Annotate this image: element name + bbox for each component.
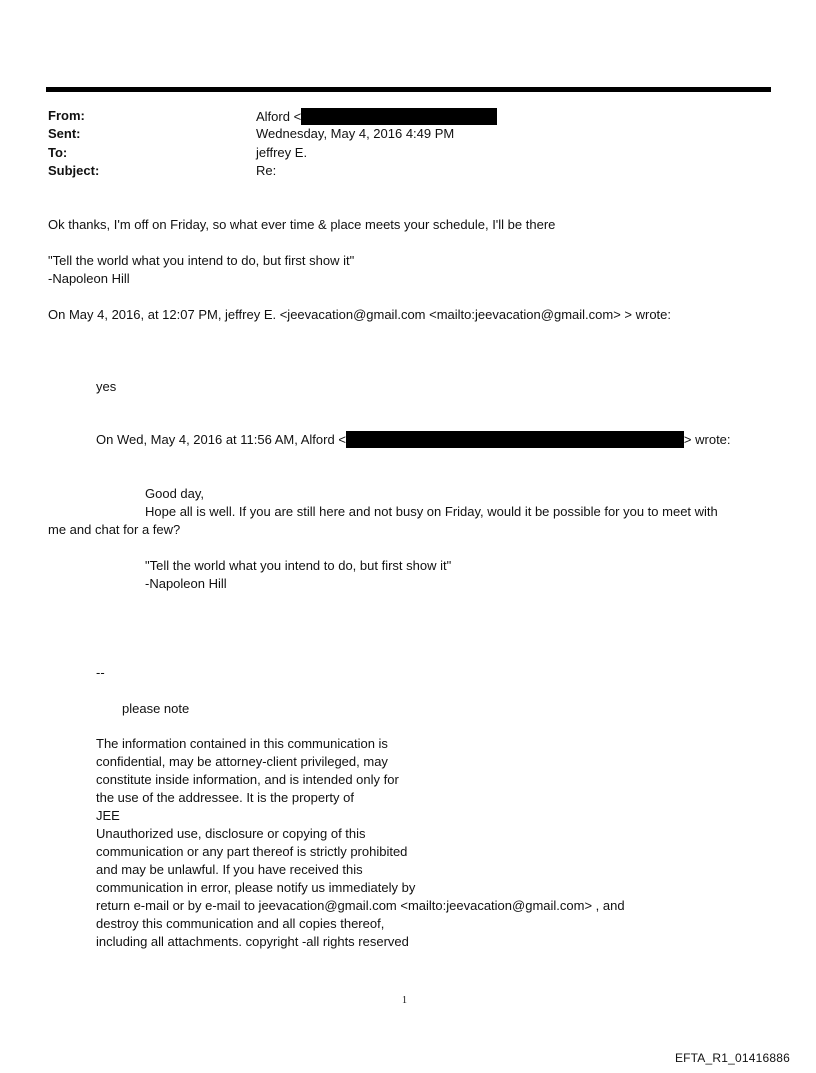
disclaimer-line: confidential, may be attorney-client privileged, may [96, 754, 388, 769]
quote: "Tell the world what you intend to do, but first show it" [145, 558, 452, 573]
body-line: Hope all is well. If you are still here and not busy on Friday, would it be possible for you to meet with [145, 504, 718, 519]
disclaimer-line: and may be unlawful. If you have received this [96, 862, 363, 877]
sent-value: Wednesday, May 4, 2016 4:49 PM [256, 126, 455, 141]
subject-value: Re: [256, 163, 277, 178]
disclaimer-line: return e-mail or by e-mail to jeevacation@gmail.com <mailto:jeevacation@gmail.com> , and [96, 898, 625, 913]
disclaimer [96, 735, 625, 951]
message-line: Ok thanks, I'm off on Friday, so what ever time & place meets your schedule, I'll be there [48, 217, 556, 232]
from-label: From: [48, 108, 85, 123]
from-name: Alford < [256, 109, 302, 124]
disclaimer-line: Unauthorized use, disclosure or copying of this [96, 826, 366, 841]
body-line-wrap: me and chat for a few? [48, 522, 181, 537]
to-value: jeffrey E. [256, 145, 308, 160]
disclaimer-line: The information contained in this communication is [96, 736, 388, 751]
message-quote-author: -Napoleon Hill [48, 271, 130, 286]
to-label: To: [48, 145, 68, 160]
page-number: 1 [402, 995, 407, 1006]
message-quote: "Tell the world what you intend to do, but first show it" [48, 253, 355, 268]
sent-label: Sent: [48, 126, 81, 141]
redaction-box [346, 431, 684, 448]
disclaimer-line: destroy this communication and all copies thereof, [96, 916, 385, 931]
redaction-box [301, 108, 497, 125]
reply-text: yes [96, 379, 117, 394]
nested-header-suffix: > wrote: [683, 432, 731, 447]
signature-note: please note [122, 701, 190, 716]
greeting: Good day, [145, 486, 205, 501]
from-value [256, 108, 497, 125]
disclaimer-line: JEE [96, 808, 120, 823]
nested-reply-header [96, 431, 731, 448]
disclaimer-line: the use of the addressee. It is the property of [96, 790, 354, 805]
disclaimer-line: constitute inside information, and is intended only for [96, 772, 399, 787]
quote-author: -Napoleon Hill [145, 576, 227, 591]
disclaimer-line: communication or any part thereof is strictly prohibited [96, 844, 408, 859]
reply-header: On May 4, 2016, at 12:07 PM, jeffrey E. <jeevacation@gmail.com <mailto:jeevacation@gmail.com> > wrote: [48, 307, 672, 322]
signature-dashes: -- [96, 665, 105, 680]
subject-label: Subject: [48, 163, 100, 178]
disclaimer-line: including all attachments. copyright -all rights reserved [96, 934, 409, 949]
disclaimer-line: communication in error, please notify us immediately by [96, 880, 416, 895]
header-rule [46, 87, 771, 92]
bates-number: EFTA_R1_01416886 [674, 1051, 790, 1065]
nested-header-prefix: On Wed, May 4, 2016 at 11:56 AM, Alford < [96, 432, 346, 447]
